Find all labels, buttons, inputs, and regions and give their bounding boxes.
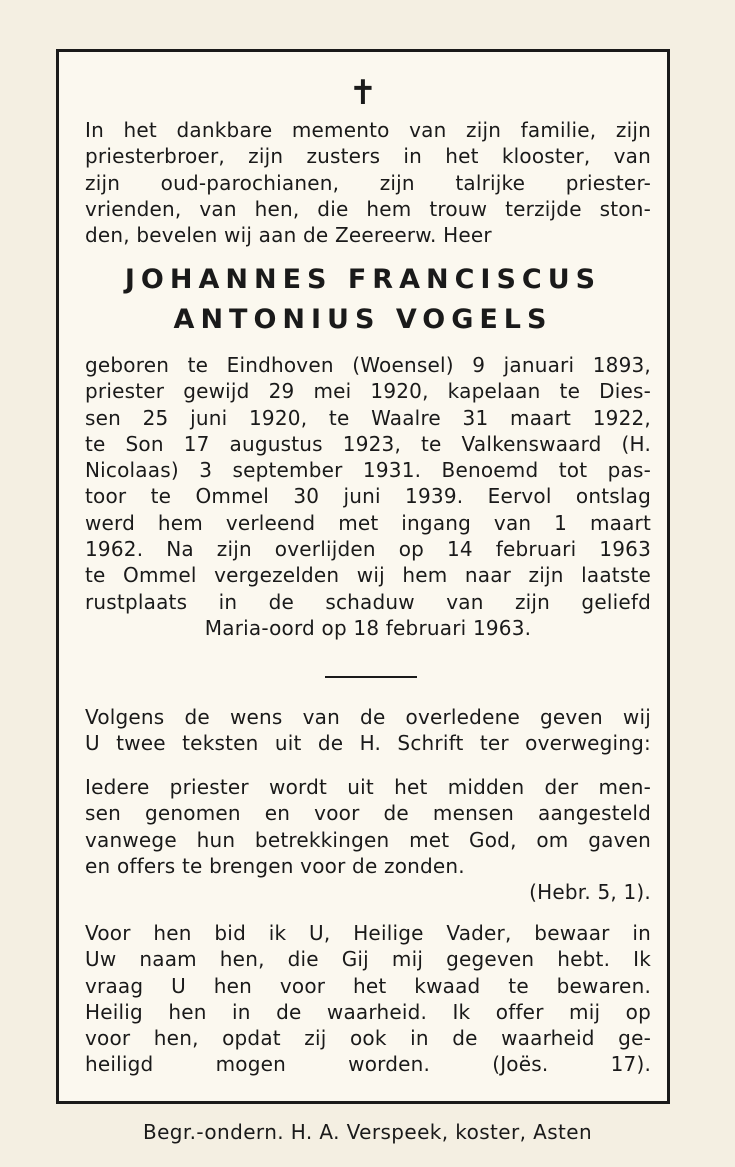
text-line: Voor hen bid ik U, Heilige Vader, bewaar in: [85, 921, 651, 945]
scripture-quote-john: [85, 920, 651, 1078]
text-line: te Ommel vergezelden wij hem naar zijn laatste: [85, 563, 651, 588]
text-line: sen 25 juni 1920, te Waalre 31 maart 1922,: [85, 405, 651, 430]
text-line: zijn oud-parochianen, zijn talrijke priester-: [85, 170, 651, 195]
text-line: Volgens de wens van de overledene geven wij: [85, 705, 651, 729]
scripture-quote-hebrews: [85, 774, 651, 905]
text-line: Heilig hen in de waarheid. Ik offer mij op: [85, 999, 651, 1024]
text-line: heiligd mogen worden. (Joës. 17).: [85, 1052, 651, 1077]
text-line: Nicolaas) 3 september 1931. Benoemd tot pas-: [85, 458, 651, 483]
deceased-name-line-2: ANTONIUS VOGELS: [173, 304, 553, 335]
text-line: In het dankbare memento van zijn familie, zijn: [85, 118, 651, 142]
text-line: rustplaats in de schaduw van zijn geliefd: [85, 589, 651, 614]
text-line: vanwege hun betrekkingen met God, om gaven: [85, 827, 651, 852]
scripture-reference: (Hebr. 5, 1).: [529, 880, 651, 905]
text-line: priesterbroer, zijn zusters in het klooster, van: [85, 144, 651, 169]
text-line: te Son 17 augustus 1923, te Valkenswaard (H.: [85, 431, 651, 456]
text-line: 1962. Na zijn overlijden op 14 februari 1963: [85, 537, 651, 562]
text-line: en offers te brengen voor de zonden.: [85, 853, 465, 878]
text-line: vraag U hen voor het kwaad te bewaren.: [85, 973, 651, 998]
divider: [325, 676, 417, 678]
text-line: werd hem verleend met ingang van 1 maart: [85, 510, 651, 535]
undertaker-credit: Begr.-ondern. H. A. Verspeek, koster, Asten: [142, 1120, 593, 1144]
deceased-name-line-1: JOHANNES FRANCISCUS: [124, 264, 602, 295]
text-line: geboren te Eindhoven (Woensel) 9 januari 1893,: [85, 353, 651, 377]
wish-paragraph: [85, 704, 651, 757]
intro-paragraph: [85, 117, 651, 248]
text-line: Uw naam hen, die Gij mij gegeven hebt. Ik: [85, 947, 651, 972]
biography-paragraph: [85, 352, 651, 641]
text-line: toor te Ommel 30 juni 1939. Eervol ontslag: [85, 484, 651, 509]
cross-icon: ✝: [348, 73, 378, 113]
text-line: vrienden, van hen, die hem trouw terzijde ston-: [85, 196, 651, 221]
text-line: voor hen, opdat zij ook in de waarheid ge-: [85, 1026, 651, 1051]
text-line: Maria-oord op 18 februari 1963.: [204, 615, 532, 640]
text-line: U twee teksten uit de H. Schrift ter overweging:: [85, 731, 651, 756]
memorial-card: [56, 49, 670, 1104]
text-line: Iedere priester wordt uit het midden der men-: [85, 775, 651, 799]
text-line: den, bevelen wij aan de Zeereerw. Heer: [85, 223, 492, 248]
text-line: priester gewijd 29 mei 1920, kapelaan te Dies-: [85, 379, 651, 404]
text-line: sen genomen en voor de mensen aangesteld: [85, 801, 651, 826]
